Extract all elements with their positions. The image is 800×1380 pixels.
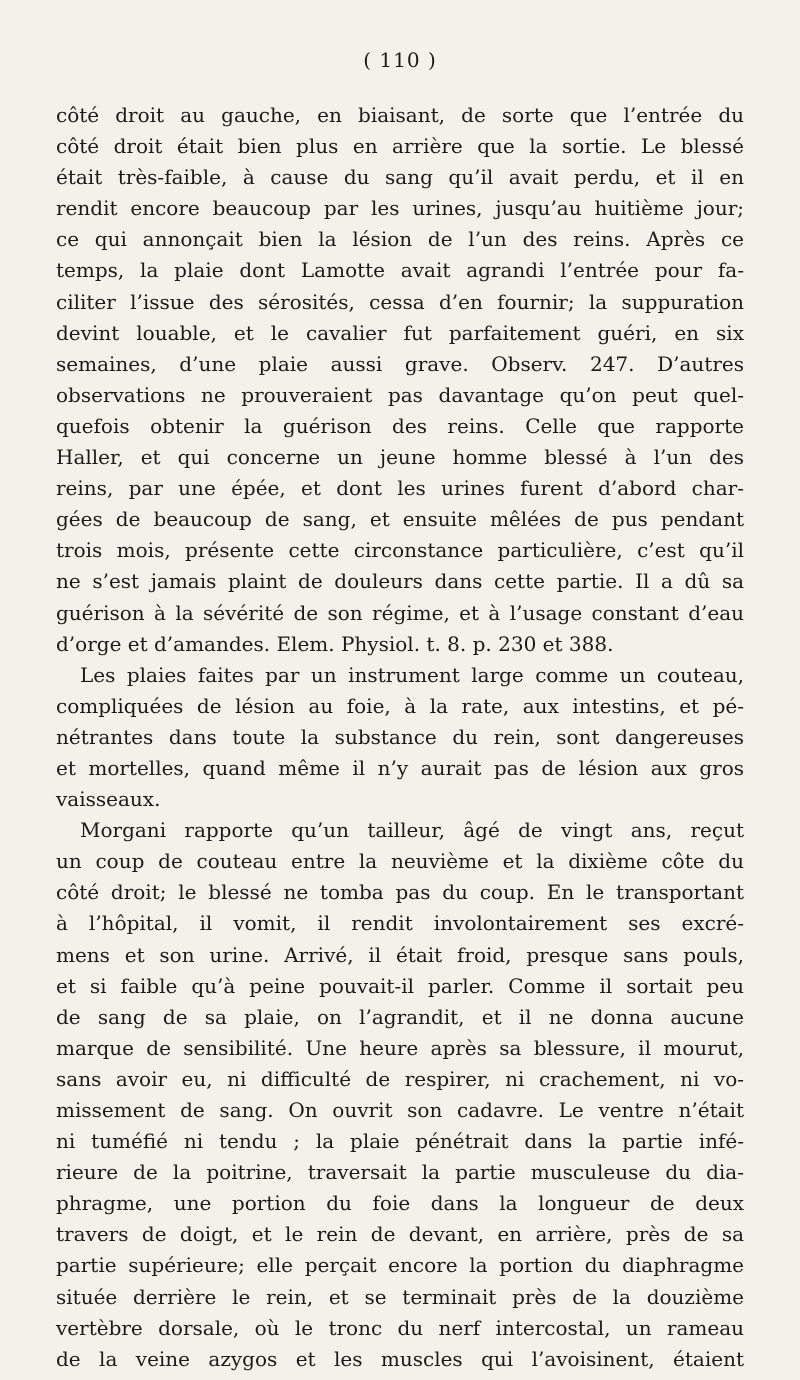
text-line: compliquées de lésion au foie, à la rate, aux intestins, et pé- bbox=[56, 693, 744, 718]
text-line: missement de sang. On ouvrit son cadavre. Le ventre n’était bbox=[56, 1098, 744, 1122]
text-line: et si faible qu’à peine pouvait-il parler. Comme il sortait peu bbox=[56, 973, 744, 998]
text-line: observations ne prouveraient pas davantage qu’on peut quel- bbox=[56, 382, 744, 407]
text-line: de sang de sa plaie, on l’agrandit, et il ne donna aucune bbox=[56, 1004, 744, 1029]
text-line: rendit encore beaucoup par les urines, jusqu’au huitième jour; bbox=[56, 196, 744, 221]
text-line: ce qui annonçait bien la lésion de l’un des reins. Après ce bbox=[56, 227, 744, 252]
text-line: située derrière le rein, et se terminait près de la douzième bbox=[56, 1284, 744, 1309]
text-line: nétrantes dans toute la substance du rein, sont dangereuses bbox=[56, 724, 744, 749]
text-line: ne s’est jamais plaint de douleurs dans cette partie. Il a dû sa bbox=[56, 569, 744, 594]
text-line: Les plaies faites par un instrument large comme un couteau, bbox=[80, 662, 744, 687]
text-line: ni tuméfié ni tendu ; la plaie pénétrait dans la partie infé- bbox=[56, 1129, 744, 1154]
text-line: phragme, une portion du foie dans la longueur de deux bbox=[56, 1191, 744, 1216]
text-line: et mortelles, quand même il n’y aurait pas de lésion aux gros bbox=[56, 755, 744, 780]
text-line: vertèbre dorsale, où le tronc du nerf intercostal, un rameau bbox=[56, 1315, 744, 1340]
text-line: côté droit au gauche, en biaisant, de sorte que l’entrée du bbox=[56, 103, 744, 127]
text-line: temps, la plaie dont Lamotte avait agrandi l’entrée pour fa- bbox=[56, 258, 744, 283]
text-line: vaisseaux. bbox=[56, 787, 161, 812]
text-line: reins, par une épée, et dont les urines furent d’abord char- bbox=[56, 476, 744, 501]
text-line: quefois obtenir la guérison des reins. Celle que rapporte bbox=[56, 413, 744, 438]
text-line: ciliter l’issue des sérosités, cessa d’en fournir; la suppuration bbox=[56, 289, 744, 314]
text-line: marque de sensibilité. Une heure après sa blessure, il mourut, bbox=[56, 1035, 744, 1060]
text-line: devint louable, et le cavalier fut parfaitement guéri, en six bbox=[56, 320, 744, 345]
text-line: côté droit était bien plus en arrière que la sortie. Le blessé bbox=[56, 134, 744, 159]
text-line: semaines, d’une plaie aussi grave. Observ. 247. D’autres bbox=[56, 351, 744, 376]
text-line: un coup de couteau entre la neuvième et la dixième côte du bbox=[56, 849, 744, 874]
text-line: gées de beaucoup de sang, et ensuite mêlées de pus pendant bbox=[56, 507, 744, 532]
text-line: de la veine azygos et les muscles qui l’avoisinent, étaient bbox=[56, 1346, 744, 1371]
text-line: travers de doigt, et le rein de devant, en arrière, près de sa bbox=[56, 1222, 744, 1247]
text-line: rieure de la poitrine, traversait la partie musculeuse du dia- bbox=[56, 1160, 744, 1185]
text-line: était très-faible, à cause du sang qu’il avait perdu, et il en bbox=[56, 165, 744, 190]
text-line: partie supérieure; elle perçait encore la portion du diaphragme bbox=[56, 1253, 744, 1278]
text-line: Morgani rapporte qu’un tailleur, âgé de vingt ans, reçut bbox=[80, 818, 744, 843]
text-line: côté droit; le blessé ne tomba pas du coup. En le transportant bbox=[56, 880, 744, 905]
body-text bbox=[56, 100, 744, 1375]
text-line: mens et son urine. Arrivé, il était froid, presque sans pouls, bbox=[56, 942, 744, 967]
text-line: sans avoir eu, ni difficulté de respirer, ni crachement, ni vo- bbox=[56, 1066, 744, 1091]
text-line: Haller, et qui concerne un jeune homme blessé à l’un des bbox=[56, 445, 744, 470]
text-line: trois mois, présente cette circonstance particulière, c’est qu’il bbox=[56, 538, 744, 563]
text-line: guérison à la sévérité de son régime, et à l’usage constant d’eau bbox=[56, 600, 744, 625]
text-line: à l’hôpital, il vomit, il rendit involontairement ses excré- bbox=[56, 911, 744, 936]
page-number: ( 110 ) bbox=[363, 48, 437, 72]
text-line: d’orge et d’amandes. Elem. Physiol. t. 8. p. 230 et 388. bbox=[56, 631, 614, 656]
